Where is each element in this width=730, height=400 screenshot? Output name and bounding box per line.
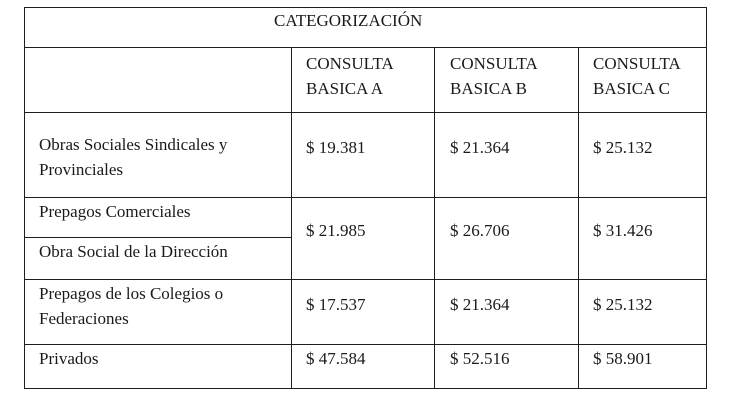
row-sublabel: Obra Social de la Dirección [39,242,228,261]
price-cell: $ 26.706 [450,221,510,240]
column-header-c [593,51,681,101]
row-separator [24,344,707,345]
column-separator [578,47,579,389]
row-label [39,132,227,182]
price-cell: $ 17.537 [306,295,366,314]
column-header-line: BASICA C [593,79,670,98]
column-header-line: CONSULTA [593,54,681,73]
column-separator [434,47,435,389]
price-cell: $ 25.132 [593,138,653,157]
row-label-line: Obras Sociales Sindicales y [39,135,228,154]
price-cell: $ 52.516 [450,349,510,368]
row-label-line: Provinciales [39,160,124,179]
row-label [39,281,223,331]
price-cell: $ 19.381 [306,138,366,157]
price-cell: $ 31.426 [593,221,653,240]
column-header-line: BASICA B [450,79,527,98]
column-header-b [450,51,538,101]
row-separator [24,279,707,280]
column-header-line: CONSULTA [306,54,394,73]
row-separator [24,112,707,113]
row-label-line: Prepagos de los Colegios o [39,284,224,303]
border-top [24,7,707,8]
row-label: Prepagos Comerciales [39,202,191,221]
row-separator [24,197,707,198]
price-cell: $ 21.985 [306,221,366,240]
price-cell: $ 25.132 [593,295,653,314]
table-title: CATEGORIZACIÓN [274,11,423,30]
border-right [706,7,707,389]
pricing-table [24,7,707,389]
column-header-a [306,51,394,101]
row-label-line: Federaciones [39,309,129,328]
price-cell: $ 58.901 [593,349,653,368]
price-cell: $ 21.364 [450,295,510,314]
column-header-line: CONSULTA [450,54,538,73]
column-separator [291,47,292,389]
border-bottom [24,388,707,389]
price-cell: $ 21.364 [450,138,510,157]
border-left [24,7,25,389]
row-label: Privados [39,349,99,368]
row-separator [24,237,291,238]
column-header-line: BASICA A [306,79,383,98]
row-separator [24,47,707,48]
price-cell: $ 47.584 [306,349,366,368]
